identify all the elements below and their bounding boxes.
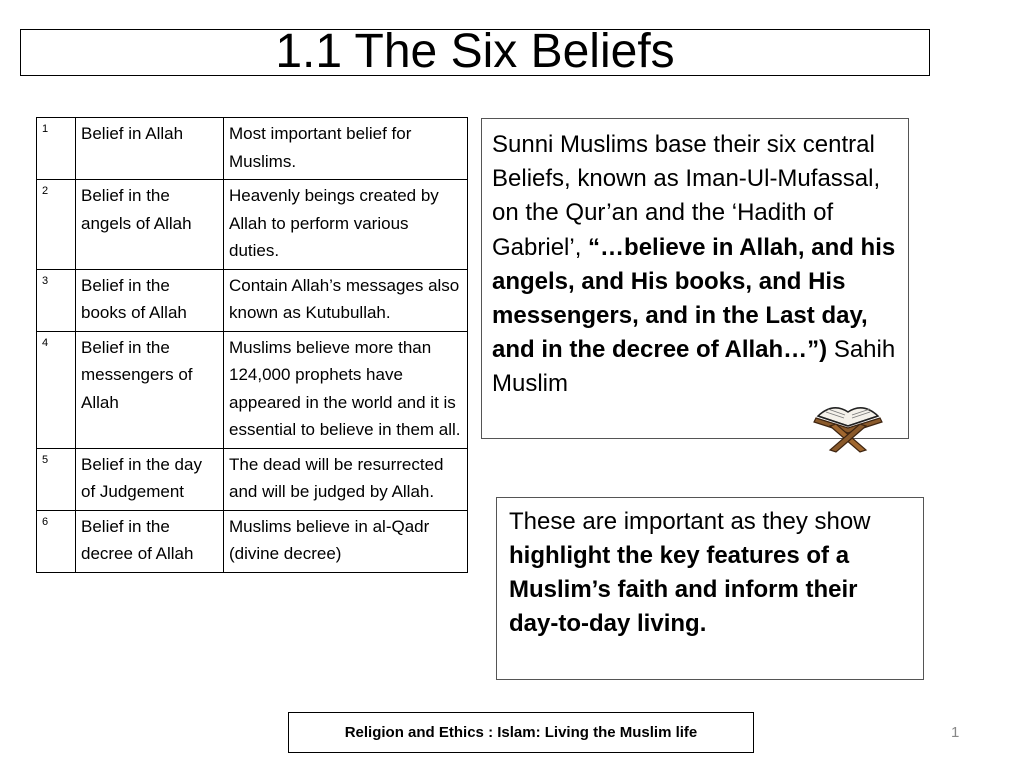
note-emphasis: highlight the key features of a Muslim’s faith and inform their day-to-day living.: [509, 542, 858, 637]
belief-number: 1: [37, 118, 76, 180]
table-row: [37, 510, 468, 572]
hadith-quote: “…believe in Allah, and his angels, and His books, and His messengers, and in the Last day, and in the decree of Allah…”): [492, 233, 896, 364]
table-row: [37, 269, 468, 331]
belief-number: 6: [37, 510, 76, 572]
belief-number: 4: [37, 331, 76, 448]
belief-name: Belief in the messengers of Allah: [76, 331, 224, 448]
belief-description: Most important belief for Muslims.: [224, 118, 468, 180]
belief-number: 3: [37, 269, 76, 331]
slide-title-box: [20, 25, 930, 78]
belief-description: Muslims believe more than 124,000 prophets have appeared in the world and it is essential to believe in them all.: [224, 331, 468, 448]
hadith-quote-box: [481, 118, 909, 439]
course-footer: Religion and Ethics : Islam: Living the Muslim life: [288, 712, 754, 753]
page-number: 1: [951, 724, 960, 741]
belief-description: Heavenly beings created by Allah to perform various duties.: [224, 180, 468, 270]
belief-number: 2: [37, 180, 76, 270]
table-row: [37, 180, 468, 270]
belief-name: Belief in Allah: [76, 118, 224, 180]
note-lead: These are important as they show: [509, 508, 871, 535]
table-row: [37, 118, 468, 180]
quote-intro: Sunni Muslims base their six central Beliefs, known as Iman-Ul-Mufassal, on the Qur’an and the ‘Hadith of Gabriel’,: [492, 131, 881, 261]
slide-title: 1.1 The Six Beliefs: [275, 25, 675, 78]
beliefs-table: [36, 117, 468, 573]
quran-on-stand-icon: [808, 396, 888, 458]
table-row: [37, 331, 468, 448]
belief-description: Muslims believe in al-Qadr (divine decree): [224, 510, 468, 572]
belief-name: Belief in the angels of Allah: [76, 180, 224, 270]
belief-name: Belief in the books of Allah: [76, 269, 224, 331]
belief-description: The dead will be resurrected and will be judged by Allah.: [224, 448, 468, 510]
belief-description: Contain Allah’s messages also known as Kutubullah.: [224, 269, 468, 331]
table-row: [37, 448, 468, 510]
belief-name: Belief in the day of Judgement: [76, 448, 224, 510]
belief-name: Belief in the decree of Allah: [76, 510, 224, 572]
quote-source: Sahih Muslim: [492, 336, 896, 398]
importance-note-box: [496, 497, 924, 680]
belief-number: 5: [37, 448, 76, 510]
